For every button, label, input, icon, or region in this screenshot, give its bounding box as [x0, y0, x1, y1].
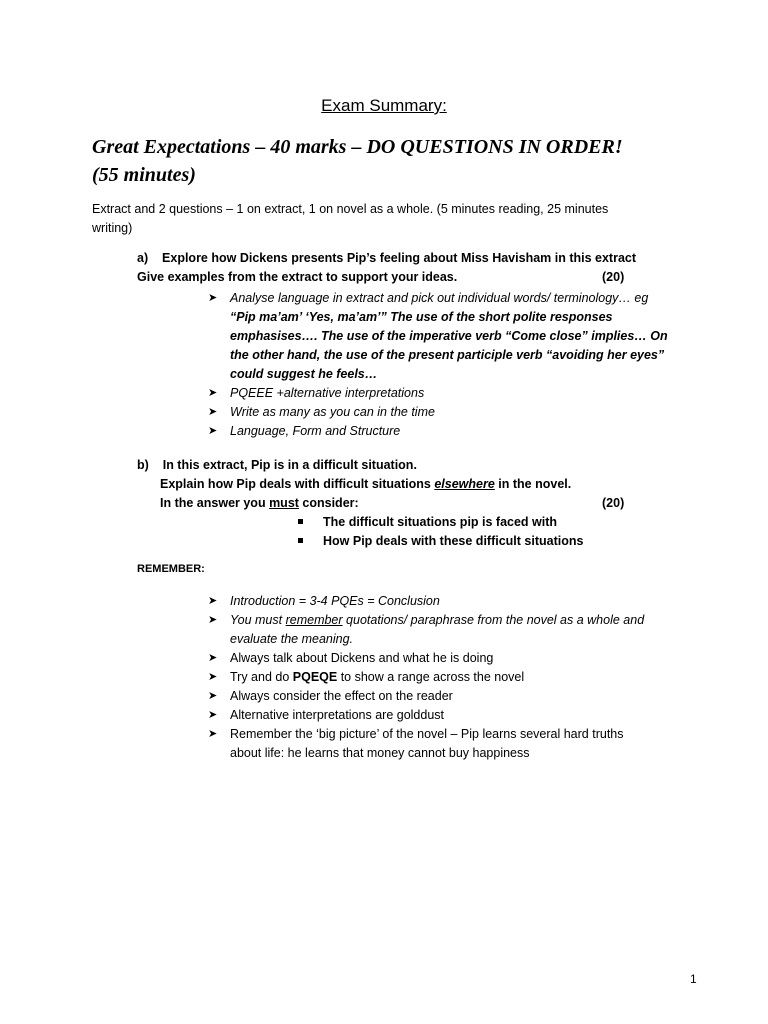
- remember-item-7-line-2: about life: he learns that money cannot buy happiness: [230, 746, 530, 760]
- remember-item-6: Alternative interpretations are golddust: [230, 708, 445, 722]
- list-item: [208, 687, 668, 706]
- arrow-bullet-icon: ➤: [208, 709, 218, 721]
- question-b-line-2-emphasis: elsewhere: [434, 477, 495, 491]
- arrow-bullet-icon: ➤: [208, 614, 218, 626]
- question-b-line-2-pre: Explain how Pip deals with difficult situations: [160, 477, 435, 491]
- remember-item-2-emphasis: remember: [285, 613, 343, 627]
- bullet-quote-line: the other hand, the use of the present participle verb “avoiding her eyes”: [230, 348, 665, 362]
- intro-paragraph: [92, 200, 652, 238]
- remember-item-1: Introduction = 3-4 PQEs = Conclusion: [230, 594, 440, 608]
- question-b-marks: (20): [602, 496, 625, 510]
- point-text: How Pip deals with these difficult situations: [323, 534, 584, 548]
- remember-item-4-post: to show a range across the novel: [337, 670, 525, 684]
- arrow-bullet-icon: ➤: [208, 728, 218, 740]
- list-item: [208, 725, 668, 763]
- remember-list: [208, 592, 668, 763]
- bullet-text: Language, Form and Structure: [230, 424, 401, 438]
- remember-heading: REMEMBER:: [137, 563, 205, 575]
- remember-item-5: Always consider the effect on the reader: [230, 689, 453, 703]
- square-bullet-icon: [298, 538, 303, 543]
- heading-line-2: (55 minutes): [92, 164, 196, 186]
- question-a-label: a): [137, 251, 149, 265]
- question-a-line-2: Give examples from the extract to support your ideas.: [137, 270, 458, 284]
- list-item: [208, 611, 668, 649]
- bullet-quote-line: could suggest he feels…: [230, 367, 378, 381]
- list-item: [298, 513, 638, 532]
- question-a: [137, 249, 637, 287]
- remember-item-4-bold: PQEQE: [292, 670, 338, 684]
- remember-item-2-pre: You must: [230, 613, 286, 627]
- list-item: [208, 592, 668, 611]
- question-b-label: b): [137, 458, 149, 472]
- bullet-quote-line: “Pip ma’am’ ‘Yes, ma’am’” The use of the short polite responses: [230, 310, 613, 324]
- arrow-bullet-icon: ➤: [208, 652, 218, 664]
- bullet-quote-line: emphasises…. The use of the imperative verb “Come close” implies… On: [230, 329, 668, 343]
- arrow-bullet-icon: ➤: [208, 690, 218, 702]
- bullet-text: PQEEE +alternative interpretations: [230, 386, 425, 400]
- bullet-text: Analyse language in extract and pick out individual words/ terminology… eg: [230, 291, 649, 305]
- question-b-line-3-post: consider:: [298, 496, 359, 510]
- question-b-line-2-post: in the novel.: [494, 477, 572, 491]
- intro-line-1: Extract and 2 questions – 1 on extract, 1 on novel as a whole. (5 minutes reading, 25 minutes: [92, 202, 609, 216]
- list-item: [298, 532, 638, 551]
- remember-item-2-post: quotations/ paraphrase from the novel as a whole and: [342, 613, 645, 627]
- list-item: [208, 668, 668, 687]
- question-b-line-3-emphasis: must: [269, 496, 299, 510]
- arrow-bullet-icon: ➤: [208, 425, 218, 437]
- list-item: [208, 403, 668, 422]
- question-b-points: [298, 513, 638, 551]
- page-number: 1: [690, 972, 697, 986]
- question-a-line-1: Explore how Dickens presents Pip’s feeling about Miss Havisham in this extract: [162, 251, 637, 265]
- arrow-bullet-icon: ➤: [208, 595, 218, 607]
- arrow-bullet-icon: ➤: [208, 387, 218, 399]
- list-item: [208, 649, 668, 668]
- remember-item-4-pre: Try and do: [230, 670, 293, 684]
- page-title: Exam Summary:: [321, 96, 447, 115]
- remember-item-7-line-1: Remember the ‘big picture’ of the novel – Pip learns several hard truths: [230, 727, 624, 741]
- list-item: [208, 289, 668, 384]
- remember-item-3: Always talk about Dickens and what he is doing: [230, 651, 494, 665]
- question-b: [137, 456, 637, 513]
- question-b-line-3-pre: In the answer you: [160, 496, 270, 510]
- list-item: [208, 384, 668, 403]
- question-a-marks: (20): [602, 270, 625, 284]
- list-item: [208, 422, 668, 441]
- square-bullet-icon: [298, 519, 303, 524]
- intro-line-2: writing): [92, 221, 133, 235]
- question-b-line-1: In this extract, Pip is in a difficult situation.: [162, 458, 417, 472]
- point-text: The difficult situations pip is faced with: [323, 515, 558, 529]
- arrow-bullet-icon: ➤: [208, 292, 218, 304]
- list-item: [208, 706, 668, 725]
- question-a-bullets: [208, 289, 668, 441]
- remember-item-2-line-2: evaluate the meaning.: [230, 632, 354, 646]
- arrow-bullet-icon: ➤: [208, 671, 218, 683]
- bullet-text: Write as many as you can in the time: [230, 405, 435, 419]
- arrow-bullet-icon: ➤: [208, 406, 218, 418]
- heading-line-1: Great Expectations – 40 marks – DO QUESTIONS IN ORDER!: [92, 136, 623, 158]
